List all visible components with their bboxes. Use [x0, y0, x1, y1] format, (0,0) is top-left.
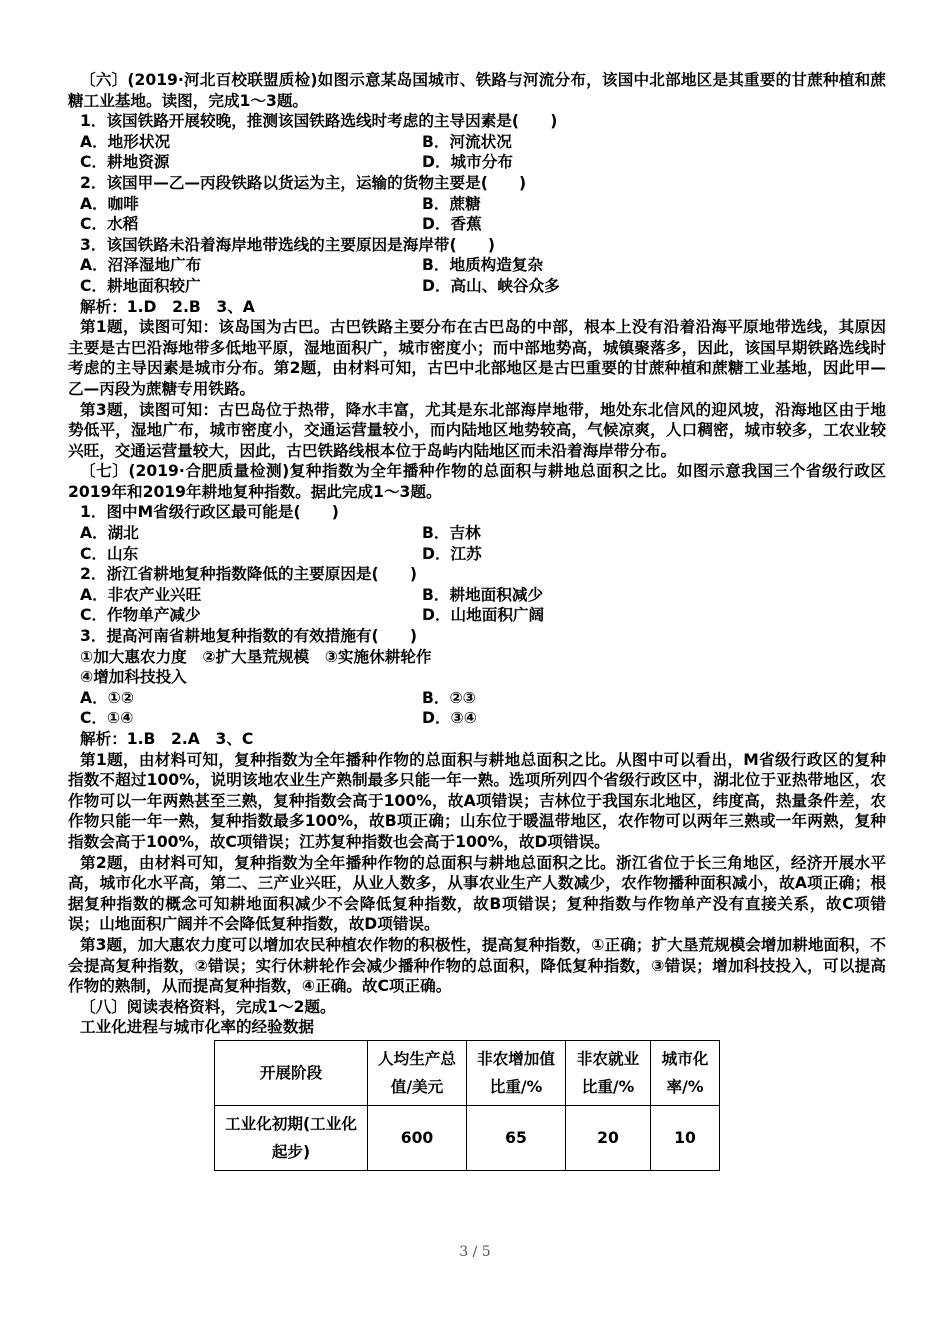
option-c: C．山东	[80, 544, 139, 563]
option-a: A．湖北	[80, 524, 139, 543]
section6-question-3: 3．该国铁路未沿着海岸地带选线的主要原因是海岸带( )	[80, 235, 495, 254]
page-number: 3 / 5	[459, 1244, 491, 1260]
section7-answer: 解析：1.B 2.A 3、C	[80, 730, 254, 748]
section7-q3-items-line1: ①加大惠农力度 ②扩大垦荒规模 ③实施休耕轮作	[80, 647, 432, 666]
table-header-cell: 人均生产总值/美元	[368, 1040, 467, 1105]
section6-q1-options-row2	[68, 152, 886, 173]
table-header-cell: 非农增加值比重/%	[467, 1040, 566, 1105]
option-d: D．高山、峡谷众多	[422, 276, 560, 295]
section7-q2-options-row1	[68, 585, 886, 606]
section7-intro: 〔七〕(2019·合肥质量检测)复种指数为全年播种作物的总面积与耕地总面积之比。如图示意我国三个省级行政区2019年和2019年耕地复种指数。据此完成1～3题。	[68, 462, 886, 501]
section6-question-2: 2．该国甲—乙—丙段铁路以货运为主，运输的货物主要是( )	[80, 173, 527, 192]
section6-explanation-2: 第3题，读图可知：古巴岛位于热带，降水丰富，尤其是东北部海岸地带，地处东北信风的迎风坡，沿海地区由于地势低平，湿地广布，城市密度小，交通运营量较小，而内陆地区地势较高，气候凉爽，人口稠密，城市较多，工农业较兴旺，交通运营量较大，因此，古巴铁路线根本位于岛屿内陆地区而未沿着海岸带分布。	[68, 400, 886, 460]
option-d: D．香蕉	[422, 215, 482, 234]
option-c: C．耕地面积较广	[80, 276, 201, 295]
option-b: B．河流状况	[422, 132, 512, 151]
option-c: C．耕地资源	[80, 153, 170, 172]
section7-question-2: 2．浙江省耕地复种指数降低的主要原因是( )	[80, 565, 417, 584]
page-content	[68, 70, 886, 1171]
section7-q3-options-row1	[68, 688, 886, 709]
table-header-cell: 开展阶段	[215, 1040, 368, 1105]
option-a: A．咖啡	[80, 194, 139, 213]
section7-q3-items-line2: ④增加科技投入	[80, 668, 187, 687]
section7-q2-options-row2	[68, 605, 886, 626]
section6-intro: 〔六〕(2019·河北百校联盟质检)如图示意某岛国城市、铁路与河流分布，该国中北部地区是其重要的甘蔗种植和蔗糖工业基地。读图，完成1～3题。	[68, 71, 886, 110]
table-cell: 65	[467, 1105, 566, 1170]
section8-intro: 〔八〕阅读表格资料，完成1～2题。	[80, 997, 336, 1016]
table-cell: 600	[368, 1105, 467, 1170]
table-cell: 20	[566, 1105, 651, 1170]
table-header-cell: 非农就业比重/%	[566, 1040, 651, 1105]
option-b: B．蔗糖	[422, 194, 481, 213]
option-b: B．耕地面积减少	[422, 585, 544, 604]
table-cell: 10	[651, 1105, 720, 1170]
section6-q1-options-row1	[68, 132, 886, 153]
section7-q1-options-row2	[68, 544, 886, 565]
data-table	[214, 1040, 720, 1171]
section6-explanation-1: 第1题，读图可知：该岛国为古巴。古巴铁路主要分布在古巴岛的中部，根本上没有沿着沿海平原地带选线，其原因主要是古巴沿海地带多低地平原，湿地面积广，城市密度小；而中部地势高，城镇聚落多，因此，该国早期铁路选线时考虑的主导因素是城市分布。第2题，由材料可知，古巴中北部地区是古巴重要的甘蔗种植和蔗糖工业基地，因此甲—乙—丙段为蔗糖专用铁路。	[68, 318, 886, 398]
section6-q3-options-row1	[68, 255, 886, 276]
section7-explanation-1: 第1题，由材料可知，复种指数为全年播种作物的总面积与耕地总面积之比。从图中可以看出，M省级行政区的复种指数不超过100%，说明该地农业生产熟制最多只能一年一熟。选项所列四个省级行政区中，湖北位于亚热带地区，农作物可以一年两熟甚至三熟，复种指数会高于100%，故A项错误；吉林位于我国东北地区，纬度高，热量条件差，农作物只能一年一熟，复种指数最多100%，故B项正确；山东位于暖温带地区，农作物可以两年三熟或一年两熟，复种指数会高于100%，故C项错误；江苏复种指数也会高于100%，故D项错误。	[68, 750, 886, 851]
table-cell: 工业化初期(工业化起步)	[215, 1105, 368, 1170]
table-row	[215, 1105, 720, 1170]
option-a: A．非农产业兴旺	[80, 585, 202, 604]
table-header-row	[215, 1040, 720, 1105]
option-d: D．③④	[422, 709, 477, 728]
section6-q2-options-row2	[68, 214, 886, 235]
section7-q3-options-row2	[68, 708, 886, 729]
option-a: A．地形状况	[80, 132, 171, 151]
option-d: D．江苏	[422, 544, 482, 563]
section6-q2-options-row1	[68, 194, 886, 215]
option-c: C．水稻	[80, 215, 139, 234]
section7-explanation-2: 第2题，由材料可知，复种指数为全年播种作物的总面积与耕地总面积之比。浙江省位于长三角地区，经济开展水平高，城市化水平高，第二、三产业兴旺，从业人数多，从事农业生产人数减少，农作物播种面积减小，故A项正确；根据复种指数的概念可知耕地面积减少不会降低复种指数，故B项错误；复种指数与作物单产没有直接关系，故C项错误；山地面积广阔并不会降低复种指数，故D项错误。	[68, 853, 886, 934]
option-c: C．作物单产减少	[80, 606, 201, 625]
section7-question-3: 3．提高河南省耕地复种指数的有效措施有( )	[80, 627, 417, 646]
option-a: A．沼泽湿地广布	[80, 256, 202, 275]
option-d: D．山地面积广阔	[422, 606, 545, 625]
section7-q1-options-row1	[68, 523, 886, 544]
section7-question-1: 1．图中M省级行政区最可能是( )	[80, 503, 339, 522]
section6-question-1: 1．该国铁路开展较晚，推测该国铁路选线时考虑的主导因素是( )	[80, 112, 558, 131]
option-b: B．②③	[422, 688, 476, 707]
section6-q3-options-row2	[68, 276, 886, 297]
option-a: A．①②	[80, 688, 135, 707]
table-title: 工业化进程与城市化率的经验数据	[80, 1018, 314, 1037]
section7-explanation-3: 第3题，加大惠农力度可以增加农民种植农作物的积极性，提高复种指数，①正确；扩大垦荒规模会增加耕地面积，不会提高复种指数，②错误；实行休耕轮作会减少播种作物的总面积，降低复种指数，③错误；增加科技投入，可以提高作物的熟制，从而提高复种指数，④正确。故C项正确。	[68, 935, 886, 996]
section6-answer: 解析：1.D 2.B 3、A	[80, 297, 255, 316]
option-d: D．城市分布	[422, 153, 513, 172]
option-b: B．地质构造复杂	[422, 256, 544, 275]
option-c: C．①④	[80, 709, 134, 728]
option-b: B．吉林	[422, 524, 481, 543]
table-header-cell: 城市化率/%	[651, 1040, 720, 1105]
